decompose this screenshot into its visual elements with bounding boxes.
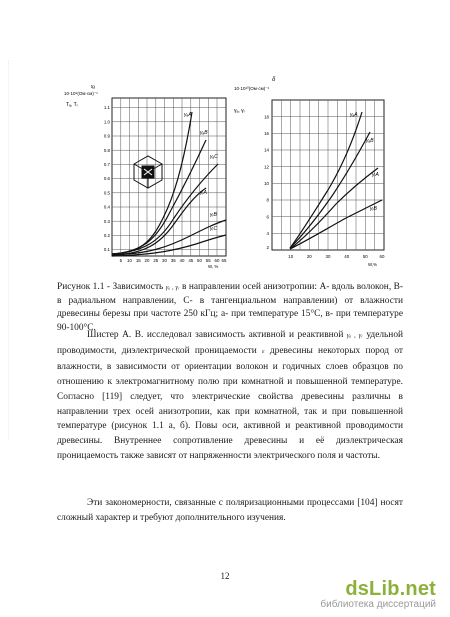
left-x-tick-labels (120, 258, 227, 263)
left-x-tick: 60 (214, 258, 220, 263)
left-y-tick: 0.9 (103, 133, 110, 139)
epsilon-symbol: ε (262, 347, 265, 355)
page-number: 12 (220, 571, 230, 581)
left-unit-label: 10·10⁹(Ом·см)⁻¹ (64, 91, 98, 96)
curve-gamma-r-B (290, 200, 382, 249)
left-x-tick: 35 (170, 258, 176, 263)
left-y-tick: 0.6 (103, 176, 110, 182)
right-y-tick: 8 (266, 197, 269, 203)
left-side-label: Tₐ, Tᵣ (66, 102, 78, 108)
curve-label: γᵣA (372, 172, 379, 178)
paragraph-main-lead: Шистер А. В. исследовал зависимость активной и реактивной (87, 330, 344, 340)
left-curves (112, 112, 226, 256)
right-side-label: γₐ, γᵣ (234, 108, 245, 114)
left-x-tick: 25 (153, 258, 159, 263)
watermark (320, 578, 436, 610)
binding-edge (8, 60, 15, 440)
watermark-logo: dsLib.net (345, 578, 436, 600)
left-y-tick: 0.5 (103, 190, 110, 196)
left-y-tick: 0.2 (103, 233, 110, 238)
right-x-tick: 10 (288, 254, 294, 259)
paragraph-conclusion (57, 496, 403, 526)
left-x-tick: 50 (197, 258, 202, 263)
right-y-tick-labels (264, 114, 269, 250)
left-x-tick: 55 (205, 258, 211, 263)
curve-gamma-a-A (290, 112, 362, 248)
right-y-tick: 14 (264, 147, 269, 153)
curve-label: γₐA (184, 112, 192, 118)
caption-body: в направлении осей анизотропии: А- вдоль волокон, В- в радиальном направлении, С- в тангенциальном направлении) от влажности древесины березы при частоте 250 кГц; а- при температуре 15°С, в- при температуре 90-100°С. (57, 282, 404, 333)
paragraph-main-mid: удельной проводимости, диэлектрической проницаемости (57, 330, 404, 356)
left-x-unit: W, % (208, 264, 219, 269)
paragraph-main-symbols: γₐ , γᵣ (346, 332, 363, 339)
left-x-tick: 30 (162, 258, 167, 263)
curve-label: γₐA (350, 112, 358, 118)
right-x-tick-labels (288, 254, 385, 259)
left-x-tick: 45 (188, 258, 194, 263)
right-y-tick: 4 (266, 231, 269, 236)
left-x-tick: 20 (144, 258, 150, 263)
left-x-tick: 10 (127, 258, 132, 263)
paragraph-main (57, 328, 403, 464)
left-x-tick: 40 (179, 258, 185, 263)
paragraph-conclusion-text: Эти закономерности, связанные с поляризационными процессами [104] носят сложный характер и требуют дополнительного изучения. (57, 498, 403, 523)
caption-symbols: γₐ , γᵣ (165, 284, 180, 291)
figure-left-panel (60, 84, 230, 274)
curve-label: γᵣB (210, 212, 217, 218)
curve-label: γₐC (210, 154, 218, 160)
right-x-tick: 60 (379, 254, 385, 259)
right-x-tick: 40 (344, 254, 350, 259)
right-x-tick: 30 (325, 254, 331, 259)
left-grid (112, 98, 226, 256)
left-y-tick: 1.1 (103, 105, 110, 111)
curve-label: γₐB (200, 130, 208, 136)
left-y-tick-labels (104, 105, 111, 252)
right-unit-label: 10·10¹⁰(Ом·см)⁻¹ (234, 86, 270, 91)
caption-lead: Рисунок 1.1 - Зависимость (57, 282, 164, 292)
left-tan-label: tg (91, 84, 95, 89)
left-y-tick: 0.1 (103, 247, 110, 253)
right-y-tick: 16 (264, 131, 269, 136)
paragraph-main-body: древесины некоторых пород от влажности, в зависимости от ориентации волокон и годичных слоев образцов по отношению к электромагнитному полю при комнатной и повышенной температуре. Согласно [119] следует, что электрические свойства древесины различны в направлении трех осей анизотропии, как при комнатной, так и при повышенной температуре (рисунок 1.1 а, б). Повы оси, активной и реактивной проводимости древесины. Внутреннее сопротивление древесины и её диэлектрическая проницаемость также зависят от напряженности электрического поля и частоты. (57, 345, 403, 462)
right-y-tick: 18 (264, 114, 269, 120)
curve-gamma-a-A (112, 112, 192, 254)
right-x-tick: 20 (306, 254, 312, 259)
curve-label: γᵣA (200, 190, 207, 196)
right-sigma-label: δ (272, 77, 276, 83)
watermark-subtitle: библиотека диссертаций (320, 599, 436, 610)
right-y-tick: 10 (264, 181, 269, 186)
right-y-tick: 2 (266, 245, 269, 250)
curve-label: γᵣB (370, 206, 377, 212)
left-y-tick: 0.4 (103, 204, 110, 210)
right-x-unit: W,% (368, 262, 378, 267)
curve-gamma-a-C (112, 164, 218, 254)
right-x-tick: 50 (362, 254, 368, 259)
right-curve-labels (350, 112, 379, 212)
left-x-tick: 5 (119, 258, 123, 263)
left-y-tick: 1.0 (103, 119, 110, 125)
curve-label: γₐB (366, 138, 374, 144)
left-x-tick: 15 (135, 258, 141, 263)
left-y-tick: 0.8 (103, 147, 110, 153)
left-x-tick: 65 (221, 258, 227, 263)
curve-label: γᵣC (210, 226, 218, 232)
left-y-tick: 0.7 (103, 162, 110, 167)
figure-right-panel (232, 72, 392, 272)
left-y-tick: 0.3 (103, 218, 110, 224)
right-y-tick: 12 (264, 164, 269, 170)
right-curves (290, 112, 382, 249)
right-y-tick: 6 (266, 214, 269, 220)
